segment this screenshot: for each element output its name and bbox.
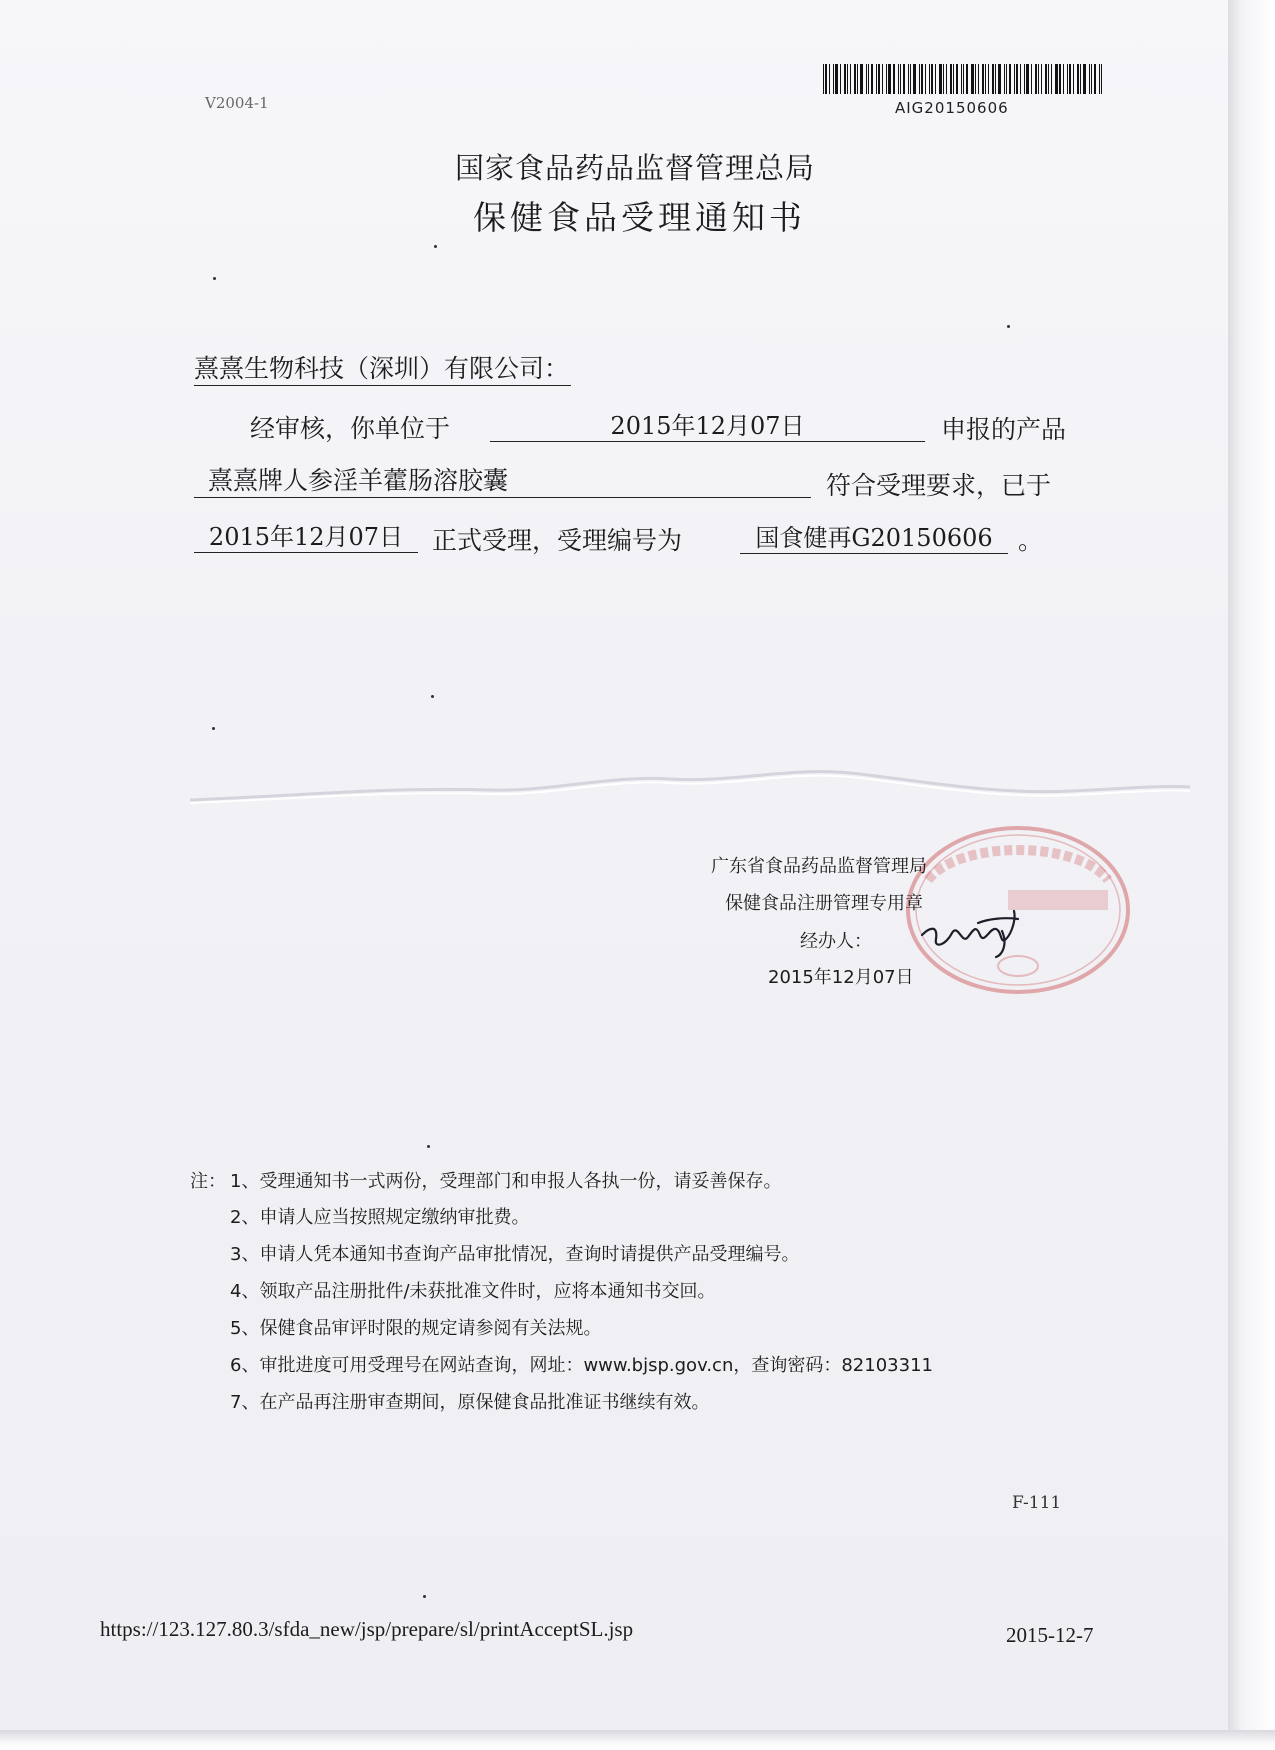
- barcode-bar: [1073, 64, 1074, 94]
- scan-speck: [1007, 325, 1010, 328]
- barcode-bar: [939, 64, 942, 94]
- apply-date-field: [490, 406, 925, 442]
- barcode-bar: [868, 64, 869, 94]
- barcode-bar: [1069, 64, 1071, 94]
- barcode-bar: [1031, 64, 1032, 94]
- barcode-bar: [878, 64, 880, 94]
- accept-date: 2015年12月07日: [194, 517, 418, 553]
- barcode-bar: [946, 64, 947, 94]
- barcode-bar: [1099, 64, 1100, 94]
- barcode-bar: [966, 64, 968, 94]
- note-item: 6、审批进度可用受理号在网站查询，网址：www.bjsp.gov.cn，查询密码：82103311: [230, 1355, 933, 1376]
- addressee: [194, 349, 571, 386]
- scan-speck: [434, 245, 437, 248]
- document-title: 保健食品受理通知书: [473, 198, 806, 237]
- barcode-bar: [886, 64, 887, 94]
- barcode-bar: [1004, 64, 1005, 94]
- barcode-bar: [844, 64, 846, 94]
- barcode-bar: [1016, 64, 1018, 94]
- barcode-bar: [857, 64, 858, 94]
- barcode-bar: [943, 64, 944, 94]
- issuing-bureau: 广东省食品药品监督管理局: [711, 856, 927, 877]
- barcode-bar: [1020, 64, 1021, 94]
- note-item: 4、领取产品注册批件/未获批准文件时，应将本通知书交回。: [230, 1281, 716, 1302]
- barcode-bar: [840, 64, 841, 94]
- note-item: 1、受理通知书一式两份，受理部门和申报人各执一份，请妥善保存。: [230, 1171, 782, 1192]
- barcode-bar: [1101, 64, 1102, 94]
- barcode-bar: [978, 64, 979, 94]
- body-line1-suffix: 申报的产品: [941, 415, 1067, 444]
- barcode-bar: [1006, 64, 1007, 94]
- barcode-bar: [1077, 64, 1079, 94]
- body-line1-prefix: 经审核，你单位于: [250, 414, 451, 443]
- note-item: 3、申请人凭本通知书查询产品审批情况，查询时请提供产品受理编号。: [230, 1244, 800, 1265]
- barcode-bar: [1041, 64, 1042, 94]
- barcode-bar: [988, 64, 989, 94]
- barcode-bar: [829, 64, 830, 94]
- sign-date: 2015年12月07日: [768, 967, 914, 988]
- agency-title: 国家食品药品监督管理总局: [455, 151, 816, 185]
- barcode-bar: [982, 64, 984, 94]
- barcode-bar: [866, 64, 867, 94]
- barcode-bar: [956, 64, 958, 94]
- barcode-bar: [835, 64, 838, 94]
- scan-speck: [431, 695, 434, 698]
- barcode-bar: [860, 64, 863, 94]
- addressee-name: 熹熹生物科技（深圳）有限公司：: [194, 349, 571, 386]
- barcode-bar: [1024, 64, 1025, 94]
- scan-speck: [212, 727, 215, 730]
- barcode-bar: [825, 64, 827, 94]
- barcode-bar: [850, 64, 851, 94]
- barcode-bar: [1009, 64, 1011, 94]
- barcode-text: AIG20150606: [895, 99, 1009, 117]
- barcode-bar: [1094, 64, 1096, 94]
- barcode-bar: [1089, 64, 1090, 94]
- barcode-bar: [1059, 64, 1061, 94]
- barcode-bar: [882, 64, 883, 94]
- barcode-bar: [903, 64, 905, 94]
- barcode-graphic: [823, 58, 1104, 94]
- barcode-bar: [910, 64, 911, 94]
- scan-speck: [427, 1145, 430, 1148]
- print-url: https://123.127.80.3/sfda_new/jsp/prepare/sl/printAcceptSL.jsp: [100, 1617, 634, 1641]
- accept-number-field: [740, 518, 1008, 554]
- barcode-bar: [1080, 64, 1081, 94]
- body-line3-end: 。: [1018, 526, 1044, 555]
- scan-edge-shadow: [1228, 0, 1275, 1750]
- scan-speck: [423, 1595, 426, 1598]
- barcode-bar: [1026, 64, 1029, 94]
- barcode-bar: [919, 64, 920, 94]
- barcode-bar: [935, 64, 936, 94]
- barcode-bar: [925, 64, 926, 94]
- barcode-bar: [833, 64, 834, 94]
- barcode-bar: [1051, 64, 1052, 94]
- accept-number: 国食健再G20150606: [740, 518, 1008, 554]
- barcode-bar: [1063, 64, 1064, 94]
- barcode-bar: [1035, 64, 1037, 94]
- scan-bottom-shadow: [0, 1730, 1275, 1750]
- product-name: 熹熹牌人参淫羊藿肠溶胶囊: [194, 461, 811, 498]
- barcode-bar: [893, 64, 895, 94]
- barcode-bar: [931, 64, 933, 94]
- print-date: 2015-12-7: [1006, 1623, 1094, 1647]
- handler-label: 经办人：: [800, 931, 872, 952]
- barcode-bar: [898, 64, 899, 94]
- note-item: 5、保健食品审评时限的规定请参阅有关法规。: [230, 1318, 602, 1339]
- barcode-bar: [823, 64, 824, 94]
- barcode-bar: [1083, 64, 1086, 94]
- body-line2-suffix: 符合受理要求，已于: [826, 471, 1052, 500]
- barcode-bar: [854, 64, 856, 94]
- barcode-bar: [871, 64, 873, 94]
- page-code: F-111: [1012, 1493, 1062, 1513]
- barcode-bar: [950, 64, 952, 94]
- barcode-bar: [921, 64, 923, 94]
- barcode-bar: [995, 64, 996, 94]
- barcode-bar: [992, 64, 994, 94]
- barcode-bar: [888, 64, 891, 94]
- barcode-bar: [1045, 64, 1047, 94]
- barcode-bar: [1014, 64, 1015, 94]
- barcode-bar: [929, 64, 930, 94]
- barcode-bar: [908, 64, 909, 94]
- barcode-bar: [961, 64, 962, 94]
- accept-date-field: [194, 517, 418, 553]
- handwritten-signature: [918, 905, 1028, 965]
- barcode-bar: [985, 64, 986, 94]
- barcode-bar: [953, 64, 954, 94]
- note-item: 7、在产品再注册审查期间，原保健食品批准证书继续有效。: [230, 1392, 710, 1413]
- notes-label: 注：: [190, 1171, 226, 1192]
- scan-speck: [213, 277, 216, 280]
- barcode-bar: [963, 64, 964, 94]
- barcode-bar: [975, 64, 976, 94]
- barcode-bar: [900, 64, 901, 94]
- product-name-field: [194, 461, 811, 498]
- body-line3-middle: 正式受理，受理编号为: [432, 526, 683, 555]
- form-code: V2004-1: [205, 94, 269, 112]
- note-item: 2、申请人应当按照规定缴纳审批费。: [230, 1207, 530, 1228]
- barcode-bar: [847, 64, 848, 94]
- barcode-bar: [1067, 64, 1068, 94]
- barcode-bar: [1091, 64, 1092, 94]
- barcode-bar: [913, 64, 916, 94]
- barcode-bar: [1048, 64, 1049, 94]
- apply-date: 2015年12月07日: [490, 406, 925, 442]
- paper-crease: [190, 765, 1190, 825]
- barcode-bar: [998, 64, 1001, 94]
- barcode-bar: [1038, 64, 1039, 94]
- barcode-bar: [876, 64, 877, 94]
- seal-name: 保健食品注册管理专用章: [725, 893, 923, 914]
- barcode-bar: [1055, 64, 1058, 94]
- barcode-bar: [971, 64, 974, 94]
